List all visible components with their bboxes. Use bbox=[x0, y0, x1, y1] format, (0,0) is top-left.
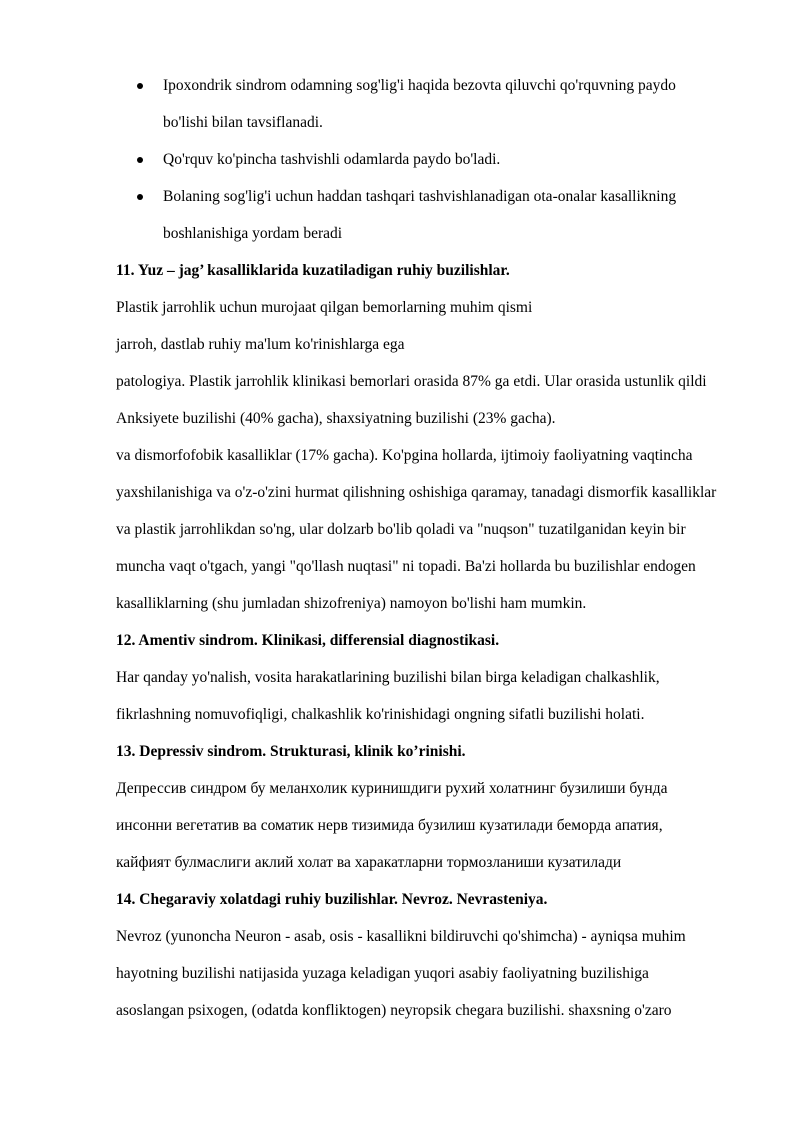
paragraph-line: asoslangan psixogen, (odatda konfliktogen) neyropsik chegara buzilishi. shaxsning o'zaro bbox=[116, 1002, 672, 1019]
section-heading: 12. Amentiv sindrom. Klinikasi, differensial diagnostikasi. bbox=[116, 632, 500, 649]
paragraph-line: Har qanday yo'nalish, vosita harakatlarining buzilishi bilan birga keladigan chalkashlik, bbox=[116, 669, 660, 686]
paragraph-line: va plastik jarrohlikdan so'ng, ular dolzarb bo'lib qoladi va "nuqson" tuzatilganidan keyin bir bbox=[116, 521, 686, 538]
paragraph-line: patologiya. Plastik jarrohlik klinikasi bemorlari orasida 87% ga etdi. Ular orasida ustunlik qildi bbox=[116, 373, 707, 390]
paragraph-line: кайфият булмаслиги аклий холат ва харакатларни тормозланиши кузатилади bbox=[116, 854, 622, 871]
paragraph-line: va dismorfofobik kasalliklar (17% gacha). Ko'pgina hollarda, ijtimoiy faoliyatning vaqtincha bbox=[116, 447, 693, 464]
paragraph-line: Депрессив синдром бу меланхолик куринишдиги рухий холатнинг бузилиши бунда bbox=[116, 780, 668, 797]
paragraph-line: yaxshilanishiga va o'z-o'zini hurmat qilishning oshishiga qaramay, tanadagi dismorfik kasalliklar bbox=[116, 484, 717, 501]
paragraph-line: Nevroz (yunoncha Neuron - asab, osis - kasallikni bildiruvchi qo'shimcha) - ayniqsa muhim bbox=[116, 928, 686, 945]
paragraph-line: инсонни вегетатив ва соматик нерв тизимида бузилиш кузатилади беморда апатия, bbox=[116, 817, 663, 834]
paragraph-line: muncha vaqt o'tgach, yangi "qo'llash nuqtasi" ni topadi. Ba'zi hollarda bu buzilishlar endogen bbox=[116, 558, 696, 575]
paragraph-line: hayotning buzilishi natijasida yuzaga keladigan yuqori asabiy faoliyatning buzilishiga bbox=[116, 965, 649, 982]
bullet-text: Bolaning sog'lig'i uchun haddan tashqari tashvishlanadigan ota-onalar kasallikning bbox=[163, 188, 677, 205]
section-heading: 11. Yuz – jag’ kasalliklarida kuzatiladigan ruhiy buzilishlar. bbox=[116, 262, 510, 279]
bullet-dot bbox=[137, 83, 143, 89]
section-heading: 14. Chegaraviy xolatdagi ruhiy buzilishlar. Nevroz. Nevrasteniya. bbox=[116, 891, 548, 908]
bullet-dot bbox=[137, 157, 143, 163]
paragraph-line: kasalliklarning (shu jumladan shizofreniya) namoyon bo'lishi ham mumkin. bbox=[116, 595, 587, 612]
section-heading: 13. Depressiv sindrom. Strukturasi, klinik ko’rinishi. bbox=[116, 743, 466, 760]
bullet-text: Ipoxondrik sindrom odamning sog'lig'i haqida bezovta qiluvchi qo'rquvning paydo bbox=[163, 77, 676, 94]
paragraph-line: Plastik jarrohlik uchun murojaat qilgan bemorlarning muhim qismi bbox=[116, 299, 533, 316]
bullet-dot bbox=[137, 194, 143, 200]
bullet-text: boshlanishiga yordam beradi bbox=[163, 225, 343, 242]
bullet-text: Qo'rquv ko'pincha tashvishli odamlarda paydo bo'ladi. bbox=[163, 151, 501, 168]
bullet-text: bo'lishi bilan tavsiflanadi. bbox=[163, 114, 323, 131]
paragraph-line: jarroh, dastlab ruhiy ma'lum ko'rinishlarga ega bbox=[116, 336, 405, 353]
paragraph-line: Anksiyete buzilishi (40% gacha), shaxsiyatning buzilishi (23% gacha). bbox=[116, 410, 556, 427]
paragraph-line: fikrlashning nomuvofiqligi, chalkashlik ko'rinishidagi ongning sifatli buzilishi holati. bbox=[116, 706, 645, 723]
